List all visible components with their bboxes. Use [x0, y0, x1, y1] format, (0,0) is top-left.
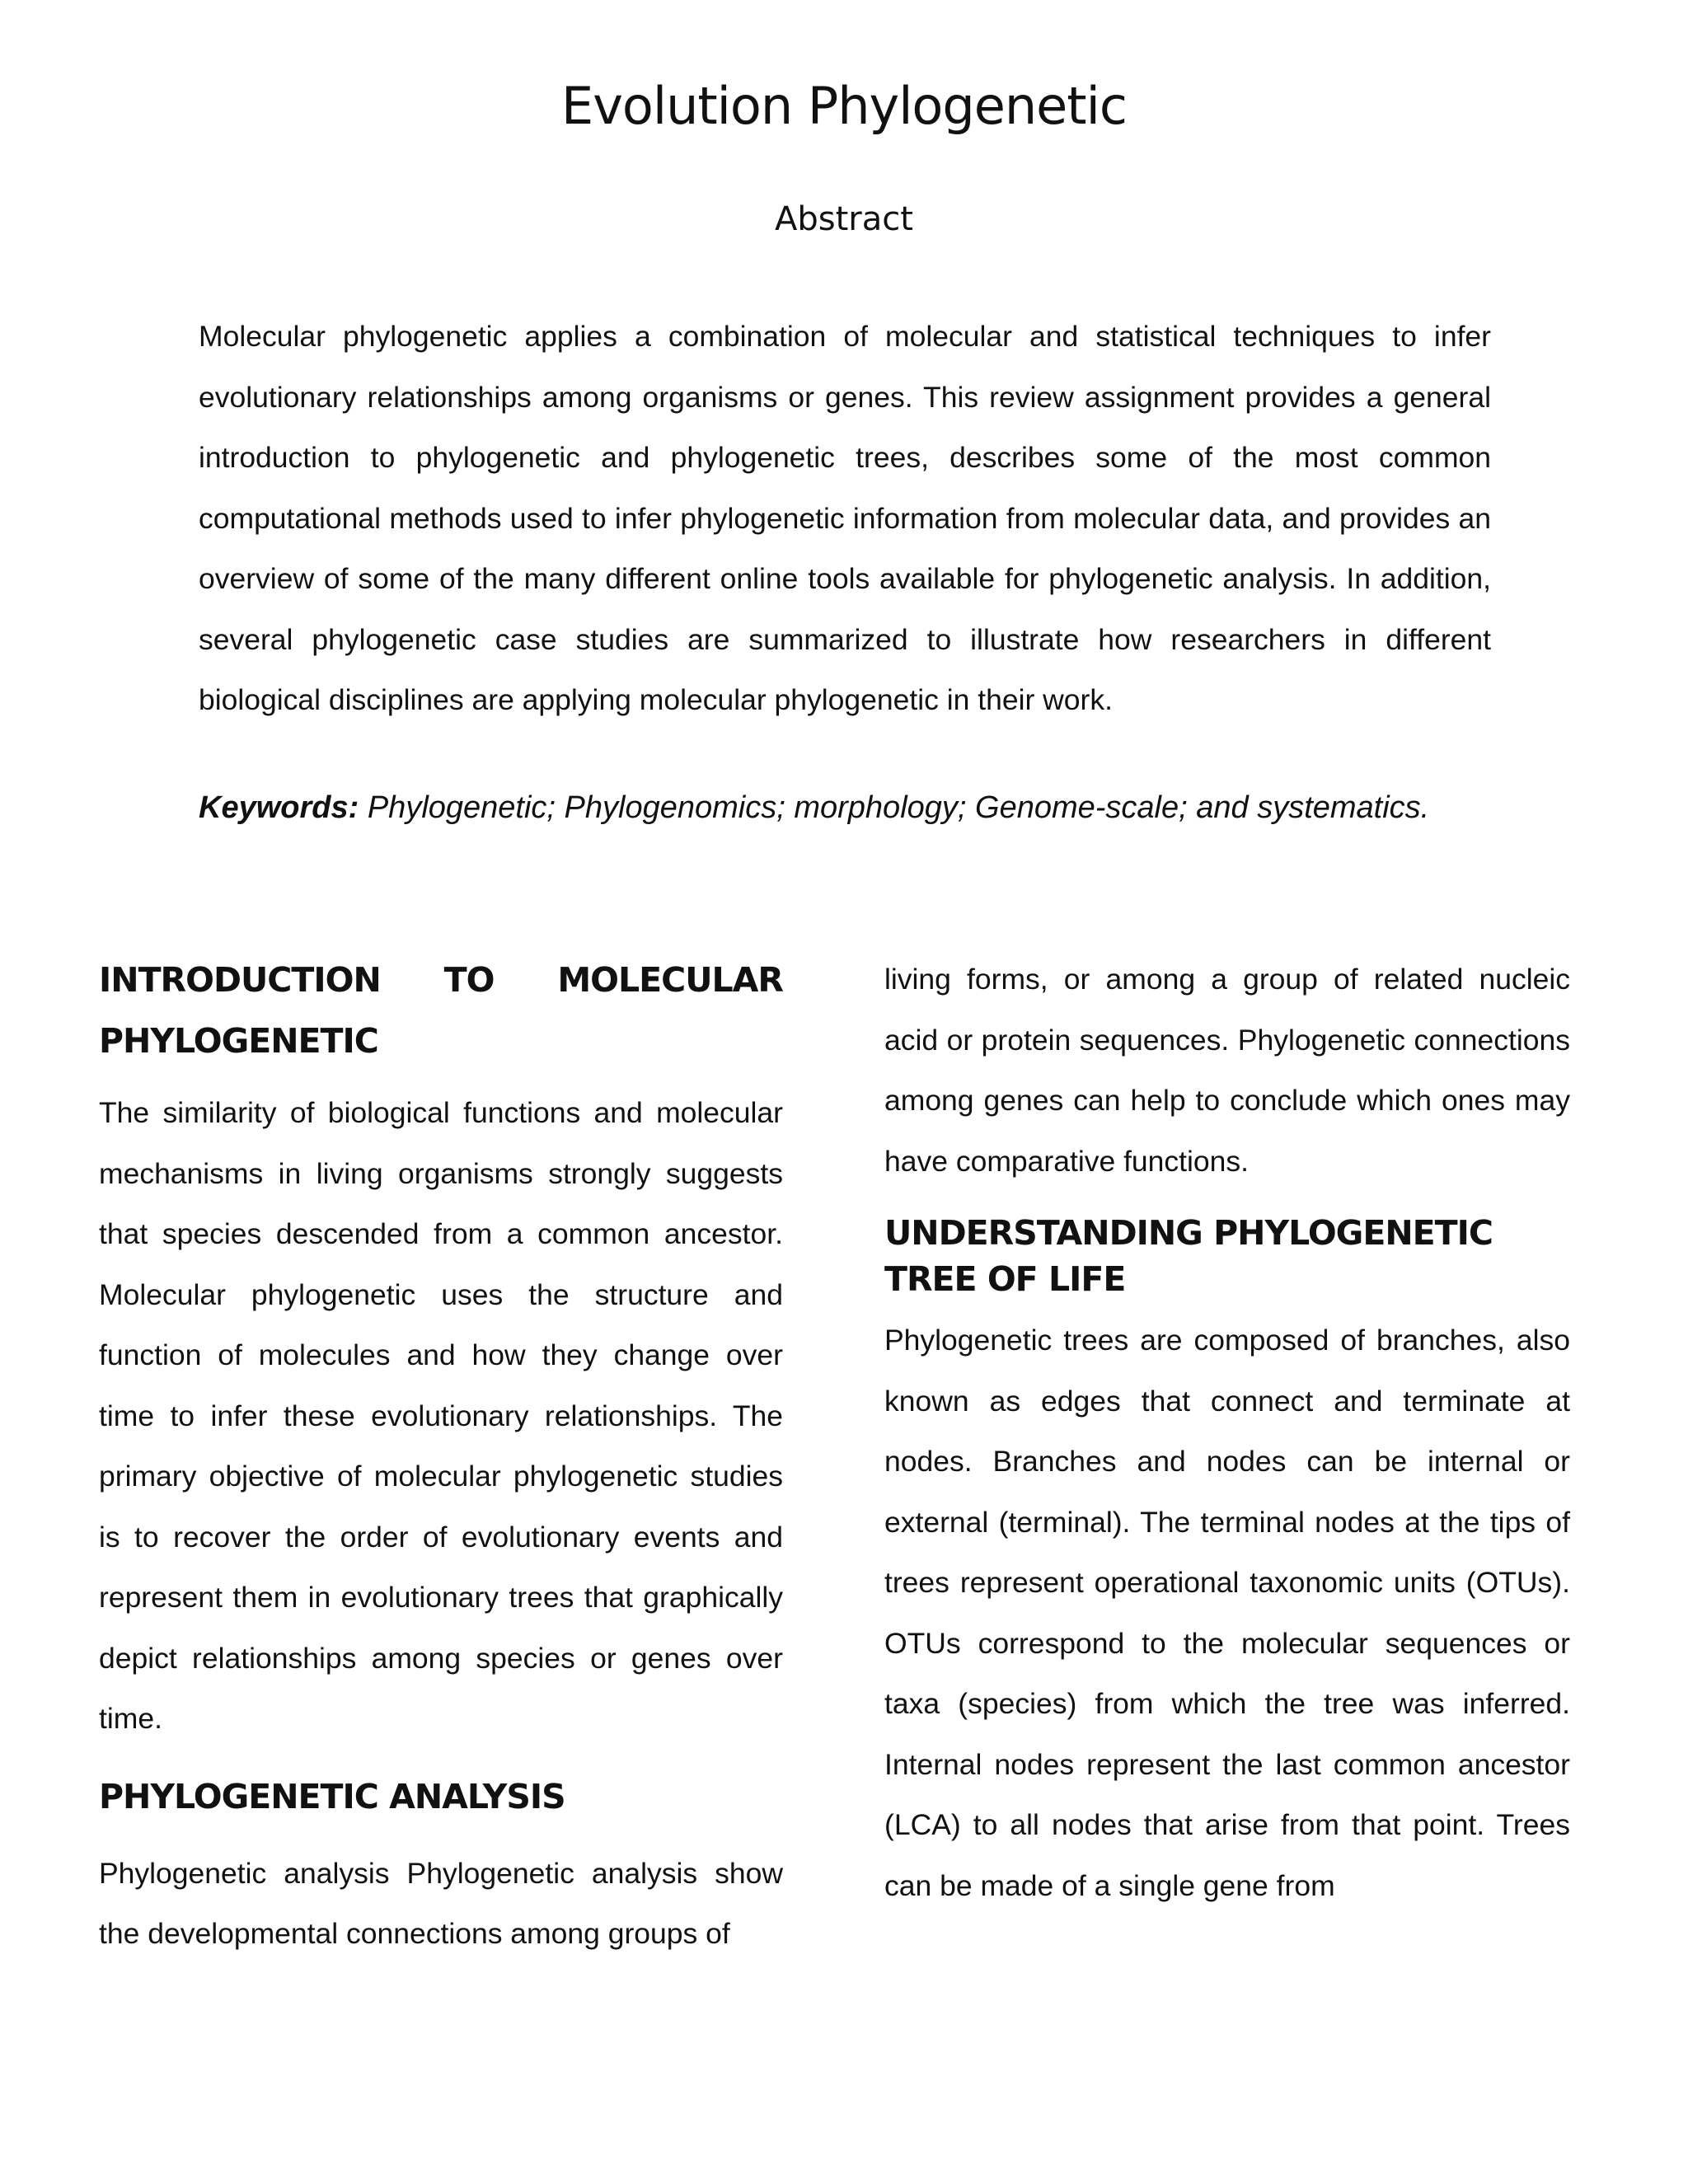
- tree-paragraph: Phylogenetic trees are composed of branches, also known as edges that connect and terminate at nodes. Branches and nodes can be internal or external (terminal). The terminal nodes at the tips of trees represent operational taxonomic units (OTUs). OTUs correspond to the molecular sequences or taxa (species) from which the tree was inferred. Internal nodes represent the last common ancestor (LCA) to all nodes that arise from that point. Trees can be made of a single gene from: [884, 1324, 1570, 1902]
- intro-heading-word: INTRODUCTION: [99, 960, 381, 1000]
- intro-heading: [99, 949, 783, 1071]
- right-column: [884, 949, 1570, 1916]
- keywords-line: [199, 783, 1491, 832]
- keywords-text: Phylogenetic; Phylogenomics; morphology; Genome-scale; and systematics.: [359, 790, 1430, 825]
- analysis-paragraph-left: Phylogenetic analysis Phylogenetic analysis show the developmental connections among groups of: [99, 1856, 783, 1950]
- intro-heading-word: MOLECULAR: [557, 960, 783, 1000]
- left-column: [99, 949, 783, 1965]
- intro-heading-word: TO: [443, 960, 495, 1000]
- abstract-text: Molecular phylogenetic applies a combination of molecular and statistical techniques to infer evolutionary relationships among organisms or genes. This review assignment provides a general introduction to phylogenetic and phylogenetic trees, describes some of the most common computational methods used to infer phylogenetic information from molecular data, and provides an overview of some of the many different online tools available for phylogenetic analysis. In addition, several phylogenetic case studies are summarized to illustrate how researchers in different biological disciplines are applying molecular phylogenetic in their work.: [199, 320, 1491, 716]
- intro-heading-line-1: [99, 949, 783, 1010]
- analysis-paragraph-right: living forms, or among a group of related nucleic acid or protein sequences. Phylogenetic connections among genes can help to conclude which ones may have comparative functions.: [884, 963, 1570, 1178]
- tree-heading: UNDERSTANDING PHYLOGENETIC TREE OF LIFE: [884, 1213, 1493, 1299]
- intro-heading-line-2: PHYLOGENETIC: [99, 1021, 378, 1061]
- intro-paragraph: The similarity of biological functions and molecular mechanisms in living organisms strongly suggests that species descended from a common ancestor. Molecular phylogenetic uses the structure and function of molecules and how they change over time to infer these evolutionary relationships. The primary objective of molecular phylogenetic studies is to recover the order of evolutionary events and represent them in evolutionary trees that graphically depict relationships among species or genes over time.: [99, 1096, 783, 1735]
- analysis-heading: PHYLOGENETIC ANALYSIS: [99, 1776, 565, 1816]
- abstract-heading: Abstract: [775, 200, 913, 238]
- document-title: Evolution Phylogenetic: [561, 76, 1127, 136]
- keywords-label: Keywords:: [199, 790, 359, 825]
